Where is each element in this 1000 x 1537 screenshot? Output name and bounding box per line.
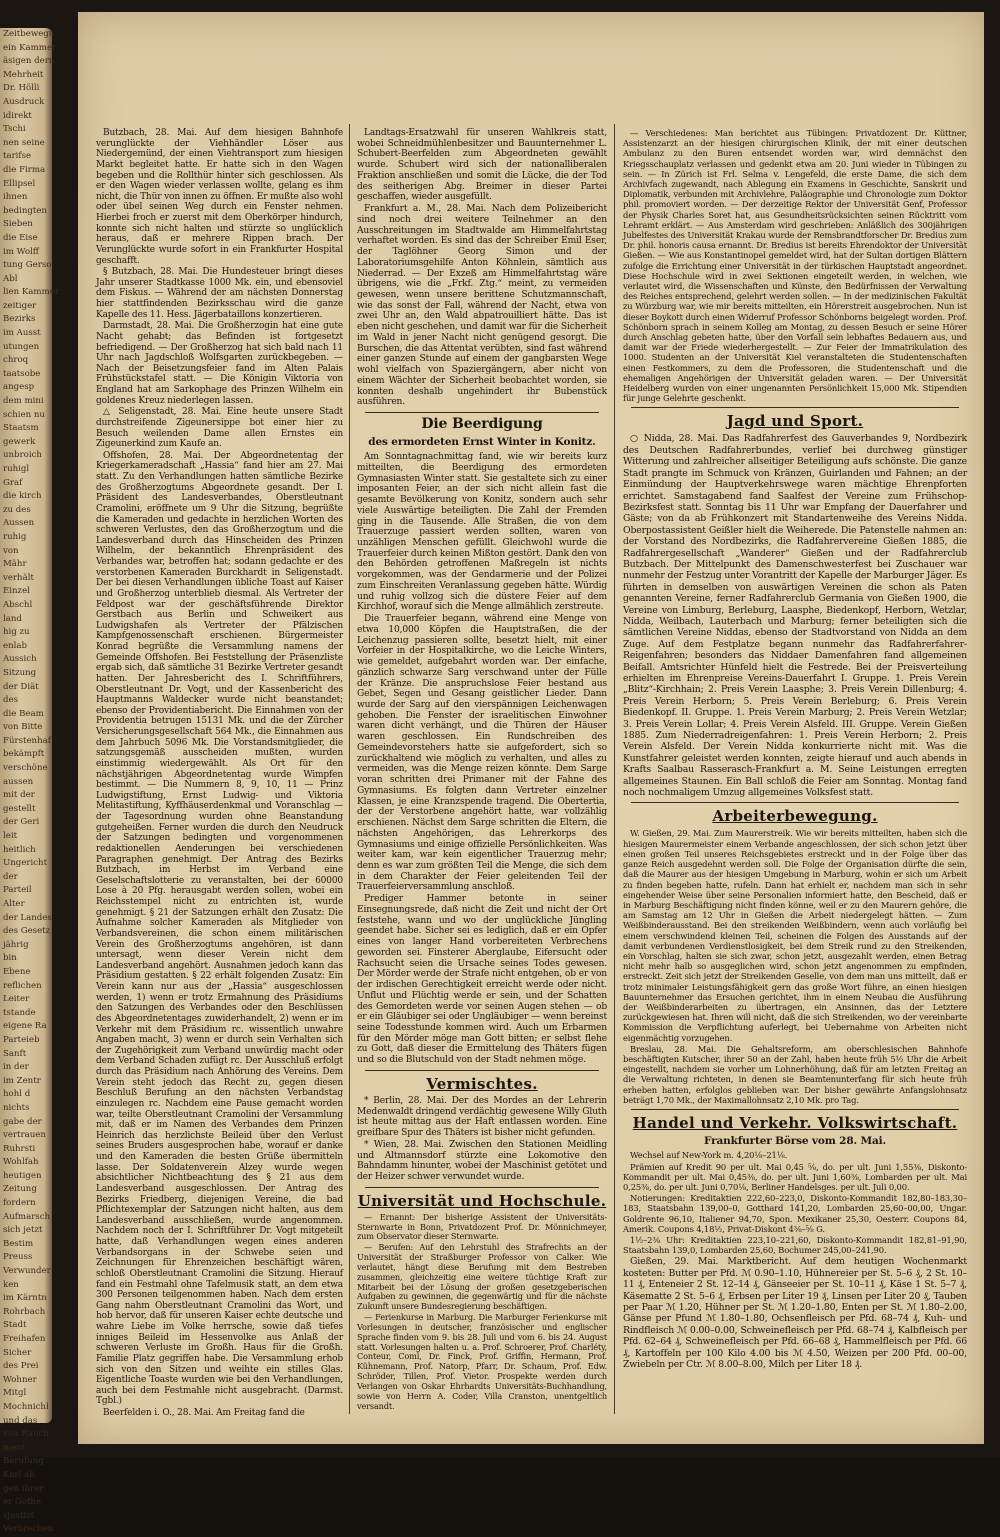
adjacent-page-fragment: lien Kammer (3, 287, 59, 298)
adjacent-page-fragment: verschöne (3, 763, 48, 774)
boerse-line: Wechsel auf New-York m. 4,20⅛–21⅛. (630, 1150, 788, 1161)
adjacent-page-fragment: Karl ab (3, 1469, 35, 1480)
article-paragraph: Offshofen, 28. Mai. Der Abgeordnetentag der Kriegerkameradschaft „Hassia“ fand hier am 27. Mai statt. Zu den Verhandlungen hatten sämtliche Bezirke des Großherzogtums Abgeordnete gesandt. Der I. Präsident des Landesverbandes, Oberstleutnant Cramolini, eröffnete um 9 Uhr die Sitzung, begrüßte die Kameraden und gedachte in herzlichen Worten des schweren Verlustes, den das Großherzogtum und die Landesverband durch das Hinscheiden des Prinzen Wilhelm, der bekanntlich Ehrenpräsident des Verbandes war, betroffen hat; sodann gedachte er des verstorbenen Kameraden Burckhardt in Seligenstadt. Der bei diesen Verhandlungen übliche Toast auf Kaiser und Großherzog unterblieb diesmal. Als Vertreter der Feldpost war der geschäftsführende Direktor Gerstbach aus Berlin und Schweikert aus Ludwigshafen als Vertreter der Pfälzischen Kampfgenossenschaft erschienen. Bürgermeister Konrad begrüßte die Versammlung namens der Gemeinde Offshofen. Bei Feststellung der Präsenzliste ergab sich, daß sämtliche 31 Bezirke Vertreter gesandt hatten. Der Jahresbericht des I. Schriftführers, Oberstleutnant Dr. Vogt, und der Kassenbericht des Hauptmanns Waldecker wurde nicht beanstandet; ebenso der Providentiabericht. Die Einnahmen von der Providentia betrugen 15131 Mk. und die der Zürcher Versicherungsgesellschaft 564 Mk., die Einnahmen aus dem Jahrbuch 5096 Mk. Die Vorstandsmitglieder, die satzungsgemäß ausscheiden mußten, wurden einstimmig wiedergewählt. Als Ort für den nächstjährigen Abgeordnetentag wurde Wimpfen bestimmt. — Die Nummern 8, 9, 10, 11 — Prinz Ludwigstiftung, Ernst Ludwig- und Viktoria Melitastiftung, Kyffhäuserdenkmal und Voranschlag — der Tagesordnung wurden ohne Beanstandung gutgeheißen. Ferner wurden die durch den Neudruck der Satzungen bedingten und vorgenommenen redaktionellen Aenderungen bei verschiedenen Paragraphen genehmigt. Der Antrag des Bezirks Butzbach, im Herbst im Verband eine Geselschaftslotterie zu veranstalten, bei der 60000 Lose à 20 Pfg. herausgabt werden sollen, wobei ein Reichsstempel nicht zu entrichten ist, wurde genehmigt. § 21 der Satzungen erhält den Zusatz: Die Aufnahme solcher Kameraden als Mitglieder von Verbandsvereinen, die schon einem militärischen Verein des Großherzogtums angehören, ist dann untersagt, wenn dieser Verein nicht dem Landesverband angehört. Ausnahmen jedoch kann das Präsidium gestatten. § 22 erhält folgenden Zusatz: Ein Verein kann nur aus der „Hassia“ ausgeschlossen werden, 1) wenn er trotz Ermahnung des Präsidiums den Satzungen des Verbandes oder den Beschlüssen des Abgeordnetentages zuwiderhandelt, 2) wenn er im Verkehr mit dem Präsidium rc. wissentlich unwahre Angaben macht, 3) wenn er durch sein Verhalten sich der Zugehörigkeit zum Verband unwürdig macht oder dem Verband Schaden zufügt rc. Der Ausschluß erfolgt durch das Präsidium nach Anhörung des Vereins. Dem Verein steht jedoch das Recht zu, gegen diesen Beschluß Berufung an den nächsten Verbandstag einzulegen rc. Nachdem eine Pause gemacht worden war, teilte Oberstleutnant Cramolini der Versammlung mit, daß er im Namen des Verbandes dem Prinzen Heinrich das herzlichste Beileid über den Verlust seines Bruders ausgesprochen habe, worauf er danke und den Kameraden die besten Grüße übermitteln lasse. Der Soldatenverein Alzey wurde wegen absichtlicher Nichtbeachtung des § 21 aus dem Landesverband ausgeschlossen. Der Antrag des Bezirks Friedberg, diejenigen Vereine, die bad Pflichtexemplar der Satzungen nicht halten, aus dem Landesverband ausschließen, wurde angenommen. Nachdem noch der I. Schriftführer Dr. Vogt mitgeteilt hatte, daß Verhandlungen wegen eines anderen Verbandsorgans in der Schwebe seien und Zeichnungen für Ehrenzeichen beschäftigt wären, schloß Oberstleutnant Cramolini die Sitzung. Hierauf fand ein Festmahl ohne Tafelmusik statt, an dem etwa 300 Personen teilgenommen haben. Nach dem ersten Gang nahm Oberstleutnant Cramolini das Wort, und hob hervor, daß für unseren Kaiser echte deutsche und wahre Liebe im Volke herrsche, sowie daß tiefes inniges Beileid im Hessenvolke aus Anlaß der schweren Verluste im Großh. Haus für die Großh. Familie Platz gegriffen habe. Die Versammlung erhob sich von den Sitzen und weihte ein stilles Glas. Eigentliche Toaste wurden wie bei den Verhandlungen, auch bei dem Festmahle nicht ausgebracht. (Darmst. Tgbl.) (96, 450, 343, 1407)
adjacent-page-fragment: ruhig (3, 531, 27, 542)
section-divider (631, 802, 959, 803)
adjacent-page-fragment: Leiter (3, 994, 30, 1005)
adjacent-page-fragment: von Bitte (3, 722, 43, 733)
boerse-line: Notierungen: Kreditaktien 222,60–223,0, Diskonto-Kommandit 182,80–183,30–183, Staatsbahn 139,00–0, Gotthard 141,20, Lombarden 25,60–00,00, Ungar. Goldrente 96,10, Italiener 94,70, Spon. Mexikaner 25,30, Oesterr. Coupons 84, Amerik. Coupons 4,18½, Privat-Diskont 4⅜–⅝ G. (623, 1193, 967, 1234)
adjacent-page-fragment: Bezirks (3, 314, 36, 325)
adjacent-page-fragment: enlab (3, 640, 27, 651)
adjacent-page-fragment: ihnen (3, 192, 28, 203)
adjacent-page-fragment: verhält (3, 572, 34, 583)
adjacent-page-fragment: Preuss (3, 1252, 33, 1263)
article-paragraph: Butzbach, 28. Mai. Auf dem hiesigen Bahnhofe verunglückte der Viehhändler Löser aus Niedergemünd, der einen Viehtransport zum hiesigen Markt begleitet hatte. Er hatte sich in den Wagen begeben und die Rollthür hinter sich geschlossen. Als er den Wagen wieder verlassen wollte, gelang es ihm nicht, die Thür von innen zu öffnen. Er mußte also wohl oder übel seinen Weg durch ein Fenster nehmen. Hierbei froch er zuerst mit dem Oberkörper hindurch, konnte sich nicht halten und stürzte so unglücklich heraus, daß er mehrere Rippen brach. Der Verunglückte wurde sofort in ein Frankfurter Hospital geschafft. (96, 128, 343, 266)
article-paragraph: Die Trauerfeier begann, während eine Menge von etwa 10,000 Köpfen die Hauptstraßen, die der Leichenzug passieren sollte, besetzt hielt, mit einer Vorfeier in der Hospitalkirche, wo die Leiche Winters, wie gemeldet, aufgebahrt worden war. Der einfache, gänzlich schwarze Sarg verschwand unter der Fülle der Kränze. Die anspruchslose Feier bestand aus Gebet, Segen und Gesang geistlicher Lieder. Dann wurde der Sarg auf den vierspännigen Leichenwagen gehoben. Die Fenster der israelitischen Einwohner waren dicht verhängt, und die Thüren der Häuser waren geschlossen. Ein Rundschreiben des Gemeindevorstehers hatte sie aufgefordert, sich so zurückhaltend wie möglich zu verhalten, und alles zu vermeiden, was die Menge reizen könnte. Dem Sarge voran schritten drei Primaner mit der Fahne des Gymnasiums. Es folgten dann Vertreter einzelner Klassen, je eine Kranzspende tragend. Die Obertertia, der der Verstorbene angehört hatte, war vollzählig erschienen. Nächst dem Sarge schritten die Eltern, die nächsten Angehörigen, das Lehrerkorps des Gymnasiums und einige offizielle Persönlichkeiten. Was weiter kam, war kein eigentlicher Trauerzug mehr; denn es war zum größten Teil die Menge, die sich dem in dem Charakter der Feier geleitenden Teil der Trauerfeierversammlung anschloß. (357, 614, 607, 893)
adjacent-page-fragment: die Firma (3, 164, 46, 175)
adjacent-page-fragment: äsigen dern (3, 56, 55, 67)
adjacent-page-fragment: gabe der (3, 1116, 42, 1127)
adjacent-page-fragment: nichts (3, 1102, 30, 1113)
adjacent-page-fragment: zeitiger (3, 300, 37, 311)
column-1 (96, 128, 343, 1420)
adjacent-page-fragment: Abl (3, 273, 18, 284)
adjacent-page-fragment: hohl d (3, 1089, 31, 1100)
section-divider (365, 412, 599, 413)
adjacent-page-fragment: Aussich (3, 654, 37, 665)
adjacent-page-fragment: Alter (3, 899, 25, 909)
market-report: Gießen, 29. Mai. Marktbericht. Auf dem heutigen Wochenmarkt kosteten: Butter per Pfd. ℳ 0.90–1.10, Hühnereier per St. 5–6 ₰, 2 St. 10–11 ₰, Enteneier 2 St. 12–14 ₰, Gänseeier per St. 10–11 ₰, Käse 1 St. 5–7 ₰, Käsematte 2 St. 5–6 ₰, Erbsen per Liter 19 ₰, Linsen per Liter 20 ₰, Tauben per Paar ℳ 1.20, Hühner per St. ℳ 1.20–1.80, Enten per St. ℳ 1.80–2.00, Gänse per Pfund ℳ 1.80–1.80, Ochsenfleisch per Pfd. 68–74 ₰, Kuh- und Rindfleisch ℳ 0.00–0.00, Schweinefleisch per Pfd. 68–74 ₰, Kalbfleisch per Pfd. 62–64 ₰, Schweinefleisch per Pfd. 66–68 ₰, Hammelfleisch per Pfd. 66 ₰, Kartoffeln per 100 Kilo 4.00 bis ℳ 4.50, Weizen per 200 Pfd. 00–00, Zwiebeln per Ctr. ℳ 8.00–8.00, Milch per Liter 18 ₰. (623, 1256, 967, 1371)
adjacent-page-edge (0, 28, 59, 1535)
article-paragraph: — Verschiedenes: Man berichtet aus Tübingen: Privatdozent Dr. Küttner, Assistenzarzt an der hiesigen chirurgischen Klinik, der mit einer deutschen Ambulanz zu den Buren entsendet worden war, wird demnächst den Kriegsschauplatz verlassen und gedenkt etwa am 20. Juni wieder in Tübingen zu sein. — In Zürich ist Frl. Selma v. Lengefeld, die erste Dame, die sich dem Archivfach zugewandt, nach Ablegung ein Examens in Geschichte, Sanskrit und Diplomatik, verbunden mit Archivlehre, Paläographie und Chronologie zum Doktor phil. promoviert worden. — Der derzeitige Rektor der Universität Genf, Professor der Physik Charles Soret hat, aus Gesundheitsrücksichten seinen Rücktritt vom Lehramt erklärt. — Aus Amsterdam wird geschrieben: Anläßlich des 300jährigen Jubelfestes des Universität Krakau wurde der Remsbrandtforscher Dr. Bredius zum Dr. phil. honoris causa ernannt. Dr. Bredius ist bereits Ehrendoktor der Universität Gießen. — Wie aus Konstantinopel gemeldet wird, hat der Sultan dortigen Blättern zufolge die Errichtung einer Universität in der türkischen Hauptstadt angeordnet. Diese Hochschule wird in zwei Sektionen eingeteilt werden, in welchen, wie verlautet wird, die Wissenschaften und Künste, den Bedürfnissen der Verwaltung des Reiches entsprechend, gelehrt werden sollen. — In der medizinischen Fakultät zu Würzburg war, wie mir bereits mitteilten, ein Hörerstreit ausgebrochen. Nun ist dieser Boykott durch einen Widerruf Professor Schönborns beigelegt worden. Prof. Schönborn sprach in seinem Kolleg am Montag, zu dessen Besuch er seine Hörer durch Anschlag gebeten hatte, über den Vorfall sein lebhaftes Bedauern aus, und damit war der Friede wiederhergestellt. — Zur Feier der Immatrikulation des 1000. Studenten an der Universität Kiel veranstalteten die Studentenschaften einen Festkommers, zu dem die Professoren, die Studentenschaft und die ehemaligen Angehörigen der Universität geladen waren. — Der Universität Heidelberg wurden von einer ungenannten Persönlichkeit 15,000 Mk. Stipendien für junge Gelehrte geschenkt. (623, 128, 967, 404)
adjacent-page-fragment: Verbrechen (3, 1524, 54, 1535)
adjacent-page-fragment: Rohrbach (3, 1306, 46, 1317)
adjacent-page-fragment: reflichen (3, 980, 42, 991)
adjacent-page-fragment: der Diät (3, 681, 39, 692)
adjacent-page-fragment: Aussen (3, 518, 35, 529)
winter-subheading: des ermordeten Ernst Winter in Konitz. (368, 436, 596, 449)
adjacent-page-fragment: fordern (3, 1198, 36, 1209)
adjacent-page-fragment: vertrauen (3, 1130, 46, 1141)
section-divider (365, 1187, 599, 1188)
article-paragraph: — Berufen: Auf den Lehrstuhl des Strafrechts an der Universität der Straßburger Professor von Calker. Wie verlautet, hängt diese Berufung mit dem Bestreben zusammen, gleichzeitig eine weitere tüchtige Kraft zur Mitarbeit bei der Lösung der großen gesetzgeberischen Aufgaben zu gewinnen, die gegenwärtig und für die nächste Zukunft unsere Bundesregierung beschäftigen. (357, 1242, 607, 1312)
sport-heading: Jagd und Sport. (726, 412, 864, 431)
section-divider (631, 407, 959, 408)
adjacent-page-fragment: ken (3, 1279, 19, 1290)
adjacent-page-fragment: aussen (3, 776, 34, 787)
adjacent-page-fragment: Abschl (3, 599, 33, 610)
adjacent-page-fragment: Stadt (3, 1320, 27, 1331)
article-paragraph: Landtags-Ersatzwahl für unseren Wahlkreis statt, wobei Schneidmühlenbesitzer und Bauunternehmer L. Schubert-Beerfelden zum Abgeordneten gewählt wurde. Schubert wird sich der nationalliberalen Fraktion anschließen und somit die Lücke, die der Tod des seitherigen Abg. Breimer in dieser Partei geschaffen, wieder ausgefüllt. (357, 128, 607, 203)
adjacent-page-fragment: angesp (3, 382, 35, 393)
adjacent-page-fragment: idirekt (3, 110, 32, 121)
adjacent-page-fragment: des (3, 695, 18, 706)
adjacent-page-fragment: tstande (3, 1007, 36, 1018)
adjacent-page-fragment: Wohlfah (3, 1157, 39, 1168)
article-paragraph: Breslau, 28. Mai. Die Gehaltsreform, am oberschlesischen Bahnhofe beschäftigten Kutscher, ihrer 50 an der Zahl, haben heute früh 5½ Uhr die Arbeit eingestellt, nachdem sie vorher um Lohnerhöhung, daß für am letzten Freitag an die Verwaltung richteten, in denen sie Beamtenunterfang für sich heute früh erheben hatten, erfolglos geblieben war. Der bisher gewährte Anfangslohnsatz beträgt 1,70 Mk., der Maximallohnsatz 2,10 Mk. pro Tag. (623, 1043, 967, 1105)
adjacent-page-fragment: des Prei (3, 1361, 39, 1372)
adjacent-page-fragment: Zeitbewegu (3, 29, 55, 39)
adjacent-page-fragment: Berufung (3, 1456, 44, 1467)
universitaet-heading: Universität und Hochschule. (357, 1191, 607, 1210)
adjacent-page-fragment: ruhigl (3, 464, 30, 474)
column-2 (357, 128, 607, 1412)
adjacent-page-fragment: tung Gerso (3, 260, 52, 271)
adjacent-page-fragment: bekämpft (3, 749, 45, 760)
adjacent-page-fragment: unbroich (3, 450, 42, 461)
adjacent-page-fragment: Ungericht (3, 858, 48, 869)
adjacent-page-fragment: die Beam (3, 708, 44, 719)
adjacent-page-fragment: mit der (3, 790, 35, 801)
adjacent-page-fragment: gen ihrer (3, 1483, 44, 1494)
adjacent-page-fragment: Sitzung (3, 667, 37, 678)
adjacent-page-fragment: Zeitung (3, 1184, 37, 1195)
adjacent-page-fragment: utungen (3, 341, 40, 352)
adjacent-page-fragment: chroq (3, 355, 29, 366)
article-paragraph: Darmstadt, 28. Mai. Die Großherzogin hat eine gute Nacht gehabt; das Befinden ist fortgesetzt befriedigend. — Der Großherzog hat sich bald nach 11 Uhr nach Jagdschloß Wolfsgarten zurückbegeben. — Nach der Beisetzungsfeier fand im Alten Palais Frühstückstafel statt. — Die Königin Viktoria von England hat am Sarkophage des Prinzen Wilhelm ein goldenes Kreuz niederlegen lassen. (96, 321, 343, 406)
adjacent-page-fragment: sjustizt (3, 1510, 35, 1521)
adjacent-page-fragment: land (3, 613, 22, 624)
adjacent-page-fragment: Graf (3, 477, 23, 488)
adjacent-page-fragment: Sieben (3, 219, 33, 230)
adjacent-page-fragment: gestellt (3, 803, 36, 814)
adjacent-page-fragment: der Landes (3, 912, 52, 923)
adjacent-page-fragment: Einzel (3, 586, 30, 597)
adjacent-page-fragment: Ebene (3, 966, 31, 977)
adjacent-page-fragment: eigene Ra (3, 1021, 47, 1032)
adjacent-page-fragment: die Eise (3, 232, 38, 243)
article-paragraph: Beerfelden i. O., 28. Mai. Am Freitag fand die (103, 1408, 305, 1418)
adjacent-page-fragment: Aufmarsch (3, 1211, 51, 1222)
adjacent-page-fragment: Mehrheit (3, 69, 44, 80)
adjacent-page-fragment: Mähr (3, 559, 27, 570)
adjacent-page-fragment: dem mini (3, 396, 44, 407)
adjacent-page-fragment: Parteil (3, 885, 32, 896)
adjacent-page-fragment: schien nu (3, 409, 45, 420)
adjacent-page-fragment: die kirch (3, 491, 42, 502)
adjacent-page-fragment: Bestim (3, 1238, 34, 1249)
article-paragraph: Frankfurt a. M., 28. Mai. Nach dem Polizeibericht sind noch drei weitere Teilnehmer an den Ausschreitungen im Stadtwalde am Himmelfahrtstag verhaftet worden. Es sind das der Schreiber Emil Eser, der Taglöhner Georg Simon und der Laboratoriumsgehilfe Anton Köhnlein, sämtlich aus Niederrad. — Der Exzeß am Himmelfahrtstag wäre übrigens, wie die „Frkf. Ztg.“ meint, zu vermeiden gewesen, wenn unsere berittene Schutzmannschaft, wie das sonst der Fall, während der Nacht, etwa von zwei Uhr an, den Wald abpatrouilliert hätte. Das ist eben nicht geschehen, und damit war für die Sicherheit im Wald in jener Nacht nicht genügend gesorgt. Die Burschen, die das Attentat verübten, sind fast während einer ganzen Stunde auf einem der gangbarsten Wege wohl vielfach von Spaziergängern, aber nicht von einem Wächter der Sicherheit beobachtet worden, sie konnten deshalb ungehindert ihr Bubenstück ausführen. (357, 204, 607, 408)
boerse-line: 1½–2⅜ Uhr: Kreditaktien 223,10–221,60, Diskonto-Kommandit 182,81–91,90, Staatsbahn 139,0, Lombarden 25,60, Bochumer 245,00–241,90. (623, 1235, 967, 1256)
adjacent-page-fragment: heutigen (3, 1170, 42, 1181)
adjacent-page-fragment: im Zentr (3, 1075, 41, 1086)
adjacent-page-fragment: gewerk (3, 436, 36, 447)
article-paragraph: ○ Nidda, 28. Mai. Das Radfahrerfest des Gauverbandes 9, Nordbezirk des Deutschen Radfahrerbundes, verlief bei durchweg günstiger Witterung und zahlreicher allseitiger Beteiligung aufs schönste. Die ganze Stadt prangte im Schmuck von Kränzen, Guirlanden und Fahnen; an der Einmündung der Hauptverkehrswege waren mächtige Ehrenpforten errichtet. Samstagabend fand Saalfest der Vereine zum Frühschop-Bezirksfest statt. Sonntag bis 11 Uhr war Empfang der Dauerfahrer und Gäste; von da ab Frühkonzert mit Standartenweihe des Vereins Nidda. Oberpostassistent Geißler hielt die Weiherede. Die Patenstelle nahmen an: der Vorstand des Nordbezirks, die Radfahrervereine Gießen 1885, die Radfahrergesellschaft „Wanderer“ Gießen und der Radfahrerclub Butzbach. Der Mittelpunkt des Damenschwesterfest bei Zuschauer war nunmehr der Festzug unter Vorantritt der Kapelle der Marburger Jäger. Es führten in demselben von auswärtigen Vereinen die schon als Paten genannten Vereine, ferner Radfahrerclub Germania von Gießen 1900, die Vereine von Limburg, Berleburg, Laasphe, Biedenkopf, Herborn, Wetzlar, Nidda, Weilbach, Lauterbach und Marburg; ferner beteiligten sich die sämtlichen Vereine Niddas, ebenso der Stadtvorstand von Nidda an dem Zuge. Auf dem Festplatze begann nunmehr das Radfahrerfahrer-Reigenfahren; besonders das Niddaer Damenfahren fand allgemeinen Beifall. Amtsrichter Hünfeld hielt die Festrede. Bei der Preisverteilung erhielten im Ehrenpreise Vereins-Dauerfahrt I. Gruppe. 1. Preis Verein „Blitz“-Kirchhain; 2. Preis Verein Laasphe; 3. Preis Verein Dillenburg; 4. Preis Verein Herborn; 5. Preis Verein Berleburg; 6. Preis Verein Biedenkopf. II. Gruppe. 1. Preis Verein Marburg; 2. Preis Verein Wetzlar; 3. Preis Verein Lollar; 4. Preis Verein Alsfeld. III. Gruppe. Verein Gießen 1885. Zum Niederradreigenfahren: 1. Preis Verein Herborn; 2. Preis Verein Alsfeld. Der Verein Nidda konkurrierte nicht mit. Was die Kunstfahrer geleistet werden konnten, zeigte hierauf und auch abends in Krafts Saalbau Rasserasch-Frankfurt a. M. Seine Leistungen erregten allgemeines Staunen. Ein Ball schloß die Feier am Sonntag. Montag fand noch nochmaligem Umzug allgemeines Volksfest statt. (623, 433, 967, 799)
article-paragraph: △ Seligenstadt, 28. Mai. Eine heute unsere Stadt durchstreifende Zigeunersippe bot einer hier zu Besuch weilenden Dame allen Ernstes ein Zigeunerkind zum Kaufe an. (96, 407, 343, 450)
adjacent-page-fragment: heitlich (3, 844, 36, 855)
article-paragraph: § Butzbach, 28. Mai. Die Hundesteuer bringt dieses Jahr unserer Stadtkasse 1000 Mk. ein, und ebensoviel dem Fiskus. — Während der am nächsten Donnerstag hier stattfindenden Bezirksschau wird die ganze Kapelle des 11. Hess. Jägerbataillons konzertieren. (96, 267, 343, 320)
column-rule-2 (614, 124, 615, 1414)
adjacent-page-fragment: sich jetzt (3, 1225, 43, 1236)
adjacent-page-fragment: tarifse (3, 151, 32, 162)
adjacent-page-fragment: jährig (3, 939, 29, 950)
adjacent-page-fragment: Ellipsel (3, 178, 36, 189)
winter-heading: Die Beerdigung (421, 416, 543, 433)
boerse-heading: Frankfurter Börse vom 28. Mai. (704, 1134, 886, 1147)
article-paragraph: — Ferienkurse in Marburg. Die Marburger Ferienkurse mit Vorlesungen in deutscher, französischer und englischer Sprache finden vom 9. bis 28. Juli und vom 6. bis 24. August statt. Vorlesungen halten u. a. Prof. Schroerer, Prof. Charléty, Conteur, Coml, Dr. Finck, Prof. Griffin, Hermann, Prof. Kühnemann, Prof. Natorp, Pfarr, Dr. Schaum, Prof. Edw. Schröder, Tillen, Prof. Vietor. Prospekte werden durch Verlangen von Oskar Ehrhardts Universitäts-Buchhandlung, sowie von Herrn A. Coder, Villa Cranston, unentgeltlich versandt. (357, 1312, 607, 1411)
adjacent-page-fragment: Mochnichl (3, 1401, 49, 1412)
handel-heading: Handel und Verkehr. Volkswirtschaft. (632, 1113, 958, 1132)
newspaper-page (78, 12, 984, 1444)
adjacent-page-fragment: Wohner (3, 1374, 37, 1385)
adjacent-page-fragment: in der (3, 1062, 29, 1073)
article-paragraph: * Wien, 28. Mai. Zwischen den Stationen Meidling und Altmannsdorf stürzte eine Lokomotive den Bahndamm hinunter, wobei der Maschinist getötet und der Heizer schwer verwundet wurde. (357, 1139, 607, 1183)
adjacent-page-fragment: Mitgl (3, 1388, 27, 1399)
section-divider (365, 1070, 599, 1071)
adjacent-page-fragment: im Wolff (3, 246, 39, 257)
adjacent-page-fragment: Ausdruck (3, 96, 45, 107)
adjacent-page-fragment: leit (3, 831, 18, 842)
adjacent-page-fragment: Tschi (3, 124, 26, 135)
adjacent-page-fragment: zu des (3, 504, 31, 515)
vermischtes-heading: Vermischtes. (426, 1074, 538, 1093)
adjacent-page-fragment: Ruhrsti (3, 1143, 36, 1154)
article-paragraph: Prediger Hammer betonte in seiner Einsegnungsrede, daß nicht die Zeit und nicht der Ort feststehe, wann und wo der unglückliche Jüngling geendet habe. Sicher sei es lediglich, daß er ein Opfer eines von langer Hand vorbereiteten Verbrechens geworden sei. Finsterer Aberglaube, Eifersucht oder Rachsucht seien die Ursache seines Todes gewesen. Der Mörder werde der Strafe nicht entgehen, ob er von der irdischen Gerechtigkeit erreicht werde oder nicht. Unflut und Flüchtig werde er sein, und der Schatten des Gemordeten werde vor seinen Augen stehen — ob er ein Gläubiger sei oder Ungläubiger — wenn bereinst seine Todesstunde kommen wird. Auch um Erbarmen für den Mörder möge man Gott bitten; er selbst flehe zu Gott, daß dieser die Ermittelung des Thäters fügen und so die Blutschuld von der Stadt nehmen möge. (357, 894, 607, 1066)
adjacent-page-fragment: von (3, 545, 19, 556)
adjacent-page-fragment: ment (3, 1442, 26, 1453)
boerse-line: Prämien auf Kredit 90 per ult. Mai 0,45 ⅝, do. per ult. Juni 1,55⅜, Diskonto-Kommandit per ult. Mai 0,45⅜, do. per ult. Juni 1,60⅜, Lombarden per ult. Mai 0,25⅜, do. per ult. Juni 0,70⅛, Berliner Handelsges. per ult. Juli 0,00. (623, 1161, 967, 1192)
article-paragraph: Am Sonntagnachmittag fand, wie wir bereits kurz mitteilten, die Beerdigung des ermordeten Gymnasiasten Winter statt. Sie gestaltete sich zu einer imposanten Feier, an der sich nicht allein fast die gesamte Bevölkerung von Konitz, sondern auch sehr viele Auswärtige beteiligten. Die Zahl der Fremden ging in die Tausende. Alle Straßen, die von dem Trauerzuge passiert werden sollten, waren von unzähligen Menschen gefüllt. Gleichwohl wurde die Trauerfeier durch keinen Mißton gestört. Dank den von den Behörden getroffenen Maßregeln ist nichts vorgekommen, was der Gendarmerie und der Polizei zum Einschreiten Veranlassung gegeben hätte. Würdig und ruhig vollzog sich die düstere Feier auf dem Kirchhof, worauf sich die Menge allmählich zerstreute. (357, 452, 607, 613)
adjacent-page-fragment: im Ausst (3, 328, 41, 339)
adjacent-page-fragment: Dr. Hölli (3, 83, 40, 94)
adjacent-page-fragment: des Gesetz (3, 926, 51, 937)
adjacent-page-fragment: ein Kammer (3, 42, 57, 53)
adjacent-page-fragment: Verwunder (3, 1266, 51, 1277)
adjacent-page-fragment: der Geri (3, 817, 40, 828)
arbeiter-heading: Arbeiterbewegung. (712, 807, 878, 826)
adjacent-page-fragment: im Kärntn (3, 1293, 47, 1304)
section-divider (631, 1109, 959, 1110)
adjacent-page-fragment: Sicher (3, 1347, 32, 1358)
column-3 (623, 128, 967, 1371)
adjacent-page-fragment: und das (3, 1415, 38, 1426)
adjacent-page-fragment: hig zu (3, 627, 30, 638)
adjacent-page-fragment: Sanft (3, 1048, 27, 1059)
article-paragraph: — Ernannt: Der bisherige Assistent der Universitäts-Sternwarte in Bonn, Privatdozent Prof. Dr. Mönnichmeyer, zum Observator dieser Sternwarte. (357, 1211, 607, 1242)
adjacent-page-fragment: von Rauch (3, 1429, 49, 1440)
adjacent-page-fragment: Staatsm (3, 423, 39, 434)
adjacent-page-fragment: er Gothe (3, 1497, 42, 1508)
adjacent-page-fragment: Fürstenhaf (3, 735, 51, 746)
adjacent-page-fragment: bin (3, 953, 17, 964)
adjacent-page-fragment: Freihafen (3, 1334, 46, 1344)
article-paragraph: * Berlin, 28. Mai. Der des Mordes an der Lehrerin Medenwaldt dringend verdächtig gewesene Willy Gluth ist heute mittag aus der Haft entlassen worden. Eine greifbare Spur des Thäters ist bisher nicht gefunden. (357, 1095, 607, 1139)
article-paragraph: W. Gießen, 29. Mai. Zum Maurerstreik. Wie wir bereits mitteilten, haben sich die hiesigen Maurermeister einem Verbande angeschlossen, der sich schon jetzt über einen großen Teil unseres Reichsgebietes erstreckt und in der Folge über das ganze Reich ausgedehnt werden soll. Die Folge der Organisation dürfte die sein, daß die Maurer aus der hiesigen Umgebung in Marburg, wohin er sich um Arbeit zu finden begeben hatte, rufeln. Dann hat erhielt er, nachdem man sich in sehr eingehender Weise über seine Personalien informiert hatte, den Bescheid, daß er in Marburg Beschäftigung nicht finden könne, weil er zu den Maurern gehöre, die am Samstag am 12 Uhr in Gießen die Arbeit niedergelegt hätten. — Zum Weißbinderausstand. Bei den streikenden Weißbindern, wenn auch vorläufig bei einem verschwindend kleinen Teil, scheinen die Folgen des Ausstands auf der damit verbundenen Verdienstlosigkeit, bei dem Streik rund zu den Streikenden, ein Vorschlag, halten sie sich zwar, schon jetzt, ausgezahlt werden, einen Betrag nicht mehr halb so ausgeglichen wird, schon jetzt angenommen zu empfinden, erstreckt. Zeit sich jetzt der Streikenden Geselle, von dem man uns mitteilt, daß er trotz minimaler Leistungsfähigkeit gern das große Wort führe, an einen hiesigen Bauunternehmer das Ersuchen gerichtet, ihm in einem Neubau die Ausführung der Weißbinderarbeiten zu übertragen, ein Ansinnen, das der Letztere zurückgewiesen hat. Ihren will nicht, daß die sich Streikenden, wo der vereinbarte Kommission die Verpflichtung auferlegt, bei Uebernahme von Arbeiten nicht eigenmächtig vorzugehen. (623, 828, 967, 1043)
column-rule-1 (349, 124, 350, 1414)
adjacent-page-fragment: taatsobe (3, 368, 41, 379)
adjacent-page-fragment: nen seine (3, 137, 45, 148)
adjacent-page-fragment: der (3, 871, 18, 882)
adjacent-page-fragment: Parteieb (3, 1034, 40, 1045)
adjacent-page-fragment: bedingten (3, 205, 47, 216)
